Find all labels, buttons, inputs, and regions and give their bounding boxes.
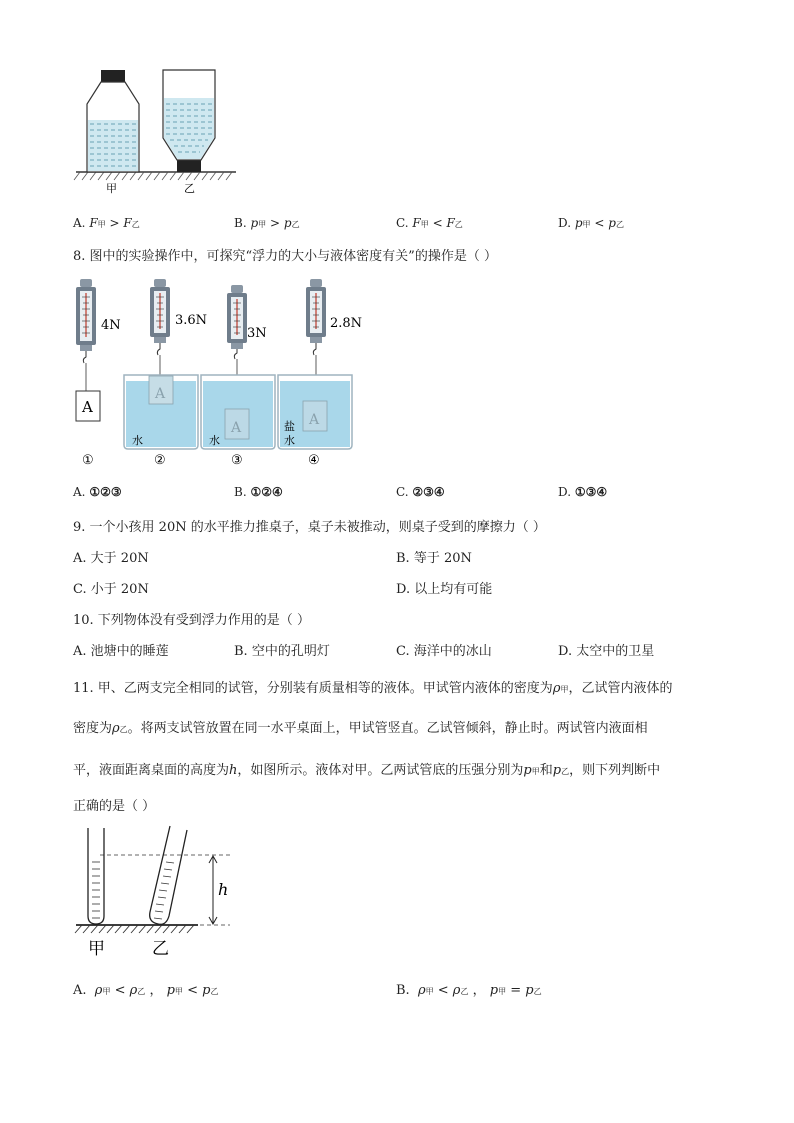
label-yi: 乙 — [184, 182, 195, 195]
q8-option-b[interactable]: B. ①②④ — [234, 485, 283, 499]
q9-option-d[interactable]: D. 以上均有可能 — [396, 582, 493, 597]
q10-option-a[interactable]: A. 池塘中的睡莲 — [73, 644, 169, 659]
bottle-jia — [87, 70, 139, 172]
q9-option-b[interactable]: B. 等于 20N — [396, 551, 472, 566]
figure-test-tubes — [70, 822, 250, 962]
liquid-label-4a: 盐 — [284, 420, 295, 433]
q9-stem: 9. 一个小孩用 20N 的水平推力推桌子，桌子未被推动，则桌子受到的摩擦力（ ） — [73, 520, 546, 535]
q10-stem: 10. 下列物体没有受到浮力作用的是（ ） — [73, 613, 310, 628]
bottle-yi — [163, 70, 215, 172]
figure-bottles — [70, 64, 250, 199]
spring-scale-4 — [278, 279, 362, 468]
step-3: ③ — [231, 453, 243, 468]
block-a-label-2: A — [155, 386, 166, 402]
q11-line-3: 平，液面距离桌面的高度为h，如图所示。液体对甲。乙两试管底的压强分别为p甲和p乙，则下列判断中 — [73, 763, 661, 778]
liquid-label-3: 水 — [209, 434, 220, 447]
tube-label-jia: 甲 — [88, 939, 105, 959]
liquid-label-2: 水 — [132, 434, 143, 447]
q8-stem: 8. 图中的实验操作中，可探究“浮力的大小与液体密度有关”的操作是（ ） — [73, 249, 497, 264]
figure-spring-scales — [70, 277, 370, 472]
step-2: ② — [154, 453, 166, 468]
spring-scale-2 — [124, 279, 207, 468]
spring-scale-3 — [201, 285, 275, 468]
reading-2: 3.6N — [175, 313, 208, 328]
step-4: ④ — [308, 453, 320, 468]
q9-option-a[interactable]: A. 大于 20N — [73, 551, 149, 566]
q11-line-2: 密度为ρ乙。将两支试管放置在同一水平桌面上，甲试管竖直。乙试管倾斜，静止时。两试管内液面相 — [73, 721, 648, 736]
block-a-label-3: A — [231, 420, 242, 436]
q8-option-a[interactable]: A. ①②③ — [73, 485, 122, 499]
label-h: h — [218, 880, 229, 899]
block-a-label-4: A — [309, 412, 320, 428]
tube-label-yi: 乙 — [152, 939, 169, 959]
q8-option-d[interactable]: D. ①③④ — [558, 485, 608, 499]
q10-option-c[interactable]: C. 海洋中的冰山 — [396, 644, 492, 659]
q7-option-b[interactable]: B. p甲 > p乙 — [234, 216, 300, 230]
block-a-label: A — [82, 398, 93, 416]
q11-option-a[interactable]: A. ρ甲 < ρ乙 ， p甲 < p乙 — [73, 983, 219, 998]
reading-4: 2.8N — [330, 316, 363, 331]
step-1: ① — [82, 453, 94, 468]
reading-3: 3N — [247, 326, 267, 341]
liquid-label-4b: 水 — [284, 434, 295, 447]
q9-option-c[interactable]: C. 小于 20N — [73, 582, 149, 597]
q7-option-d[interactable]: D. p甲 < p乙 — [558, 216, 624, 230]
spring-scale-1 — [76, 279, 121, 468]
label-jia: 甲 — [106, 182, 117, 195]
q10-option-d[interactable]: D. 太空中的卫星 — [558, 644, 655, 659]
q10-option-b[interactable]: B. 空中的孔明灯 — [234, 644, 330, 659]
reading-1: 4N — [101, 318, 121, 333]
q11-line-4: 正确的是（ ） — [73, 799, 156, 814]
q7-option-a[interactable]: A. F甲 > F乙 — [73, 216, 140, 230]
q11-line-1: 11. 甲、乙两支完全相同的试管，分别装有质量相等的液体。甲试管内液体的密度为ρ甲，乙试管内液体的 — [73, 681, 673, 696]
q11-option-b[interactable]: B. ρ甲 < ρ乙 ， p甲 = p乙 — [396, 983, 542, 998]
q8-option-c[interactable]: C. ②③④ — [396, 485, 445, 499]
q7-option-c[interactable]: C. F甲 < F乙 — [396, 216, 463, 230]
